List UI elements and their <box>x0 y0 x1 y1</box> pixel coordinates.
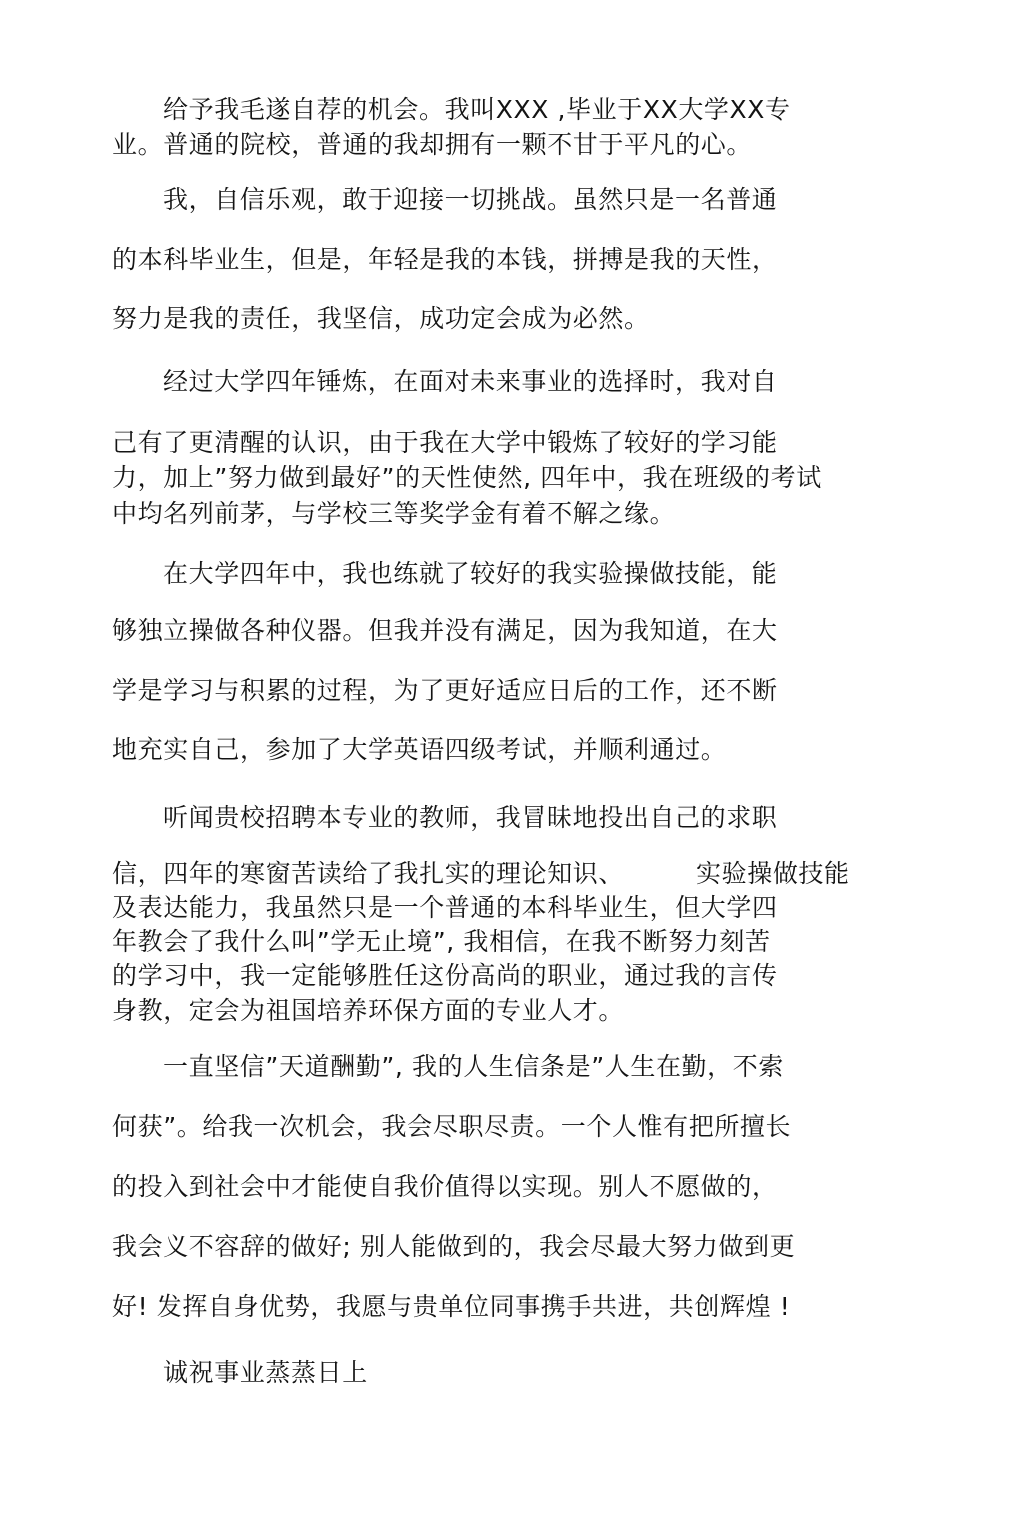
letter-line: 的投入到社会中才能使自我价值得以实现。别人不愿做的， <box>112 1172 778 1201</box>
letter-line: 好! 发挥自身优势，我愿与贵单位同事携手共进，共创辉煌 ! <box>112 1292 791 1321</box>
letter-line: 地充实自己，参加了大学英语四级考试，并顺利通过。 <box>112 735 727 764</box>
letter-line: 己有了更清醒的认识，由于我在大学中锻炼了较好的学习能 <box>112 428 778 457</box>
letter-line: 努力是我的责任，我坚信，成功定会成为必然。 <box>112 304 650 333</box>
letter-line: 听闻贵校招聘本专业的教师，我冒昧地投出自己的求职 <box>163 803 778 832</box>
letter-line: 的本科毕业生，但是，年轻是我的本钱，拼搏是我的天性， <box>112 245 778 274</box>
letter-line: 身教，定会为祖国培养环保方面的专业人才。 <box>112 996 625 1025</box>
letter-line-part: 信，四年的寒窗苦读给了我扎实的理论知识、 <box>112 859 625 888</box>
letter-line: 我会义不容辞的做好; 别人能做到的，我会尽最大努力做到更 <box>112 1232 796 1261</box>
letter-line: 我，自信乐观，敢于迎接一切挑战。虽然只是一名普通 <box>163 185 778 214</box>
letter-line: 够独立操做各种仪器。但我并没有满足，因为我知道，在大 <box>112 616 778 645</box>
letter-line: 年教会了我什么叫”学无止境”, 我相信，在我不断努力刻苦 <box>112 927 771 956</box>
letter-line: 学是学习与积累的过程，为了更好适应日后的工作，还不断 <box>112 676 778 705</box>
letter-line: 何获”。给我一次机会，我会尽职尽责。一个人惟有把所擅长 <box>112 1112 792 1141</box>
letter-line: 中均名列前茅，与学校三等奖学金有着不解之缘。 <box>112 499 676 528</box>
letter-line: 经过大学四年锤炼，在面对未来事业的选择时，我对自 <box>163 367 778 396</box>
letter-line-part: 实验操做技能 <box>696 859 850 888</box>
letter-line: 的学习中，我一定能够胜任这份高尚的职业，通过我的言传 <box>112 961 778 990</box>
letter-line: 力，加上”努力做到最好”的天性使然, 四年中，我在班级的考试 <box>112 463 822 492</box>
letter-line: 给予我毛遂自荐的机会。我叫XXX ,毕业于XX大学XX专 <box>163 95 791 124</box>
letter-line <box>112 857 850 891</box>
letter-line: 及表达能力，我虽然只是一个普通的本科毕业生，但大学四 <box>112 893 778 922</box>
letter-line: 业。普通的院校，普通的我却拥有一颗不甘于平凡的心。 <box>112 130 753 159</box>
letter-closing: 诚祝事业蒸蒸日上 <box>163 1358 368 1387</box>
letter-line: 一直坚信”天道酬勤”, 我的人生信条是”人生在勤，不索 <box>163 1052 784 1081</box>
letter-line: 在大学四年中，我也练就了较好的我实验操做技能，能 <box>163 559 778 588</box>
